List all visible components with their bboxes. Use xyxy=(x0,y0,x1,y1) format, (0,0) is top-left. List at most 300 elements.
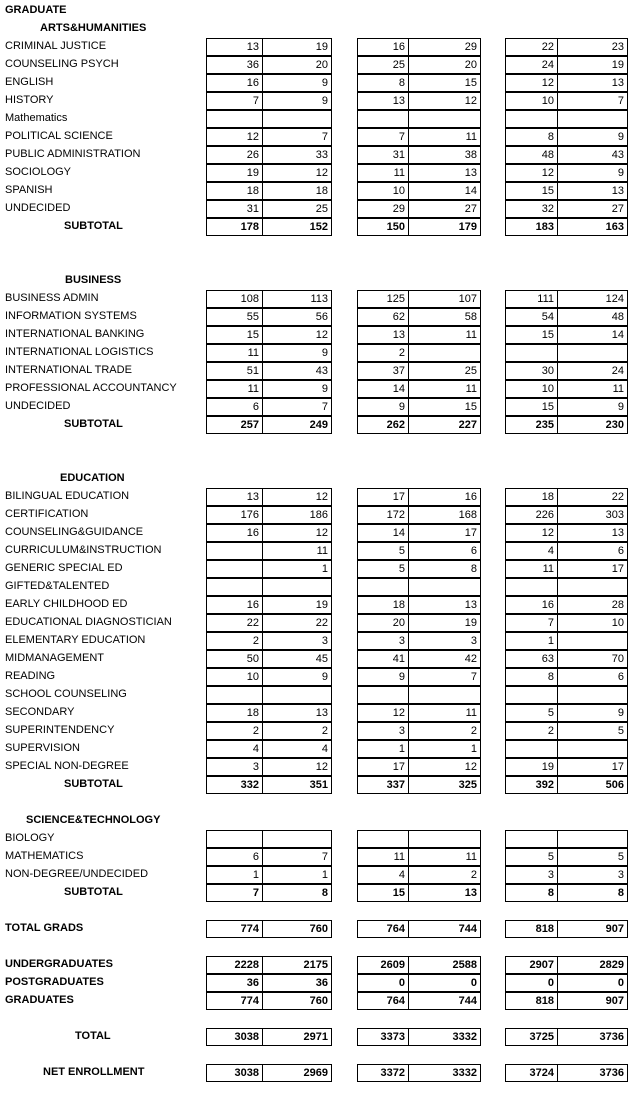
value-cell xyxy=(206,578,263,596)
value-cell: 11 xyxy=(357,848,409,866)
row-label: EARLY CHILDHOOD ED xyxy=(5,598,128,610)
value-cell: 2 xyxy=(408,722,481,740)
value-cell: 15 xyxy=(505,398,558,416)
value-cell: 2609 xyxy=(357,956,409,974)
value-cell: 12 xyxy=(408,758,481,776)
value-cell: 6 xyxy=(408,542,481,560)
value-cell: 13 xyxy=(357,326,409,344)
table-row xyxy=(0,308,637,326)
section-heading: EDUCATION xyxy=(60,472,125,484)
value-cell: 13 xyxy=(557,524,628,542)
value-cell: 19 xyxy=(408,614,481,632)
row-label: ELEMENTARY EDUCATION xyxy=(5,634,146,646)
value-cell: 125 xyxy=(357,290,409,308)
table-row xyxy=(0,524,637,542)
value-cell xyxy=(357,578,409,596)
table-row xyxy=(0,722,637,740)
value-cell: 14 xyxy=(557,326,628,344)
value-cell: 16 xyxy=(408,488,481,506)
value-cell: 43 xyxy=(557,146,628,164)
row-label: INTERNATIONAL LOGISTICS xyxy=(5,346,154,358)
value-cell: 50 xyxy=(206,650,263,668)
value-cell: 62 xyxy=(357,308,409,326)
value-cell: 10 xyxy=(206,668,263,686)
value-cell: 27 xyxy=(408,200,481,218)
value-cell: 226 xyxy=(505,506,558,524)
table-row xyxy=(0,866,637,884)
table-row xyxy=(0,200,637,218)
value-cell: 907 xyxy=(557,992,628,1010)
row-label: SUPERINTENDENCY xyxy=(5,724,115,736)
row-label: COUNSELING&GUIDANCE xyxy=(5,526,144,538)
value-cell: 0 xyxy=(505,974,558,992)
value-cell: 230 xyxy=(557,416,628,434)
value-cell: 3 xyxy=(206,758,263,776)
value-cell: 18 xyxy=(505,488,558,506)
row-label: BILINGUAL EDUCATION xyxy=(5,490,130,502)
value-cell: 10 xyxy=(557,614,628,632)
value-cell: 760 xyxy=(262,920,332,938)
table-row xyxy=(0,578,637,596)
value-cell: 26 xyxy=(206,146,263,164)
value-cell: 9 xyxy=(557,164,628,182)
value-cell: 9 xyxy=(262,92,332,110)
section-heading: BUSINESS xyxy=(65,274,122,286)
value-cell: 7 xyxy=(357,128,409,146)
row-label: Mathematics xyxy=(5,112,68,124)
value-cell: 183 xyxy=(505,218,558,236)
value-cell xyxy=(557,578,628,596)
value-cell xyxy=(505,110,558,128)
table-row xyxy=(0,758,637,776)
value-cell: 17 xyxy=(557,560,628,578)
value-cell: 13 xyxy=(206,38,263,56)
row-label: UNDECIDED xyxy=(5,400,71,412)
net-enrollment-row xyxy=(0,1064,637,1082)
value-cell: 36 xyxy=(206,56,263,74)
value-cell: 48 xyxy=(505,146,558,164)
table-row xyxy=(0,146,637,164)
value-cell: 13 xyxy=(357,92,409,110)
table-row xyxy=(0,650,637,668)
value-cell: 2 xyxy=(206,722,263,740)
row-label: POSTGRADUATES xyxy=(5,976,104,988)
value-cell: 12 xyxy=(206,128,263,146)
row-label: POLITICAL SCIENCE xyxy=(5,130,113,142)
table-row xyxy=(0,596,637,614)
value-cell: 11 xyxy=(408,704,481,722)
value-cell: 55 xyxy=(206,308,263,326)
value-cell: 5 xyxy=(357,542,409,560)
value-cell: 45 xyxy=(262,650,332,668)
row-label: INTERNATIONAL TRADE xyxy=(5,364,132,376)
value-cell xyxy=(262,830,332,848)
value-cell xyxy=(262,110,332,128)
value-cell: 907 xyxy=(557,920,628,938)
value-cell: 760 xyxy=(262,992,332,1010)
value-cell xyxy=(557,830,628,848)
value-cell: 8 xyxy=(505,884,558,902)
value-cell: 9 xyxy=(262,344,332,362)
value-cell: 764 xyxy=(357,920,409,938)
value-cell: 18 xyxy=(206,704,263,722)
value-cell: 14 xyxy=(408,182,481,200)
value-cell: 12 xyxy=(262,164,332,182)
value-cell: 1 xyxy=(262,866,332,884)
value-cell: 14 xyxy=(357,524,409,542)
value-cell: 54 xyxy=(505,308,558,326)
value-cell xyxy=(357,686,409,704)
value-cell: 3372 xyxy=(357,1064,409,1082)
value-cell: 152 xyxy=(262,218,332,236)
value-cell: 3 xyxy=(505,866,558,884)
value-cell: 7 xyxy=(206,92,263,110)
value-cell: 6 xyxy=(206,398,263,416)
page-title: GRADUATE xyxy=(5,4,67,16)
value-cell: 7 xyxy=(408,668,481,686)
value-cell: 37 xyxy=(357,362,409,380)
subtotal-row xyxy=(0,416,637,434)
value-cell: 163 xyxy=(557,218,628,236)
row-label: BIOLOGY xyxy=(5,832,55,844)
value-cell: 2175 xyxy=(262,956,332,974)
value-cell: 15 xyxy=(408,74,481,92)
value-cell: 12 xyxy=(408,92,481,110)
value-cell: 22 xyxy=(206,614,263,632)
value-cell: 24 xyxy=(557,362,628,380)
value-cell: 18 xyxy=(357,596,409,614)
value-cell: 13 xyxy=(557,182,628,200)
value-cell: 325 xyxy=(408,776,481,794)
table-row xyxy=(0,344,637,362)
table-row xyxy=(0,740,637,758)
value-cell: 108 xyxy=(206,290,263,308)
value-cell: 11 xyxy=(262,542,332,560)
value-cell: 19 xyxy=(557,56,628,74)
row-label: NON-DEGREE/UNDECIDED xyxy=(5,868,149,880)
value-cell xyxy=(505,830,558,848)
value-cell: 42 xyxy=(408,650,481,668)
value-cell: 15 xyxy=(357,884,409,902)
value-cell: 7 xyxy=(206,884,263,902)
row-label: SUPERVISION xyxy=(5,742,80,754)
value-cell: 4 xyxy=(262,740,332,758)
value-cell: 8 xyxy=(262,884,332,902)
value-cell: 10 xyxy=(505,92,558,110)
value-cell: 19 xyxy=(262,596,332,614)
table-row xyxy=(0,128,637,146)
value-cell: 3 xyxy=(262,632,332,650)
subtotal-row xyxy=(0,884,637,902)
value-cell: 3736 xyxy=(557,1028,628,1046)
value-cell: 2 xyxy=(262,722,332,740)
row-label: MIDMANAGEMENT xyxy=(5,652,104,664)
row-label: CERTIFICATION xyxy=(5,508,89,520)
value-cell: 172 xyxy=(357,506,409,524)
value-cell: 2 xyxy=(206,632,263,650)
value-cell: 12 xyxy=(262,488,332,506)
value-cell: 249 xyxy=(262,416,332,434)
value-cell: 25 xyxy=(357,56,409,74)
table-row xyxy=(0,326,637,344)
value-cell: 3 xyxy=(408,632,481,650)
value-cell: 36 xyxy=(206,974,263,992)
value-cell: 6 xyxy=(557,668,628,686)
value-cell: 25 xyxy=(408,362,481,380)
value-cell: 5 xyxy=(357,560,409,578)
value-cell: 337 xyxy=(357,776,409,794)
table-row xyxy=(0,56,637,74)
value-cell: 17 xyxy=(357,488,409,506)
value-cell: 12 xyxy=(262,524,332,542)
value-cell: 7 xyxy=(262,128,332,146)
row-label: TOTAL GRADS xyxy=(5,922,84,934)
table-row xyxy=(0,38,637,56)
value-cell: 4 xyxy=(206,740,263,758)
value-cell: 22 xyxy=(505,38,558,56)
value-cell: 11 xyxy=(408,848,481,866)
row-label: CRIMINAL JUSTICE xyxy=(5,40,107,52)
value-cell: 11 xyxy=(408,128,481,146)
value-cell: 12 xyxy=(357,704,409,722)
value-cell: 1 xyxy=(262,560,332,578)
row-label: SUBTOTAL xyxy=(64,778,123,790)
value-cell: 9 xyxy=(357,398,409,416)
value-cell: 3373 xyxy=(357,1028,409,1046)
value-cell xyxy=(505,686,558,704)
value-cell: 15 xyxy=(505,182,558,200)
table-row xyxy=(0,632,637,650)
value-cell: 351 xyxy=(262,776,332,794)
table-row xyxy=(0,164,637,182)
value-cell xyxy=(357,830,409,848)
value-cell: 3038 xyxy=(206,1028,263,1046)
total-row xyxy=(0,1028,637,1046)
value-cell: 17 xyxy=(557,758,628,776)
value-cell: 28 xyxy=(557,596,628,614)
value-cell: 3038 xyxy=(206,1064,263,1082)
value-cell: 12 xyxy=(262,326,332,344)
value-cell: 2 xyxy=(408,866,481,884)
value-cell: 13 xyxy=(206,488,263,506)
value-cell xyxy=(206,542,263,560)
value-cell xyxy=(206,560,263,578)
row-label: EDUCATIONAL DIAGNOSTICIAN xyxy=(5,616,172,628)
value-cell: 11 xyxy=(357,164,409,182)
value-cell: 176 xyxy=(206,506,263,524)
value-cell: 392 xyxy=(505,776,558,794)
value-cell: 7 xyxy=(262,848,332,866)
value-cell: 2228 xyxy=(206,956,263,974)
value-cell: 11 xyxy=(557,380,628,398)
value-cell: 17 xyxy=(408,524,481,542)
value-cell xyxy=(557,110,628,128)
value-cell: 18 xyxy=(262,182,332,200)
value-cell: 2588 xyxy=(408,956,481,974)
value-cell: 3725 xyxy=(505,1028,558,1046)
value-cell: 2907 xyxy=(505,956,558,974)
value-cell: 9 xyxy=(557,704,628,722)
value-cell: 16 xyxy=(206,596,263,614)
row-label: SPECIAL NON-DEGREE xyxy=(5,760,129,772)
value-cell: 5 xyxy=(505,704,558,722)
table-row xyxy=(0,848,637,866)
table-row xyxy=(0,686,637,704)
value-cell: 41 xyxy=(357,650,409,668)
value-cell: 0 xyxy=(357,974,409,992)
value-cell: 113 xyxy=(262,290,332,308)
value-cell: 186 xyxy=(262,506,332,524)
row-label: ENGLISH xyxy=(5,76,54,88)
value-cell: 11 xyxy=(206,380,263,398)
table-row xyxy=(0,560,637,578)
value-cell: 36 xyxy=(262,974,332,992)
value-cell: 31 xyxy=(357,146,409,164)
value-cell: 179 xyxy=(408,218,481,236)
value-cell: 5 xyxy=(557,848,628,866)
value-cell: 7 xyxy=(557,92,628,110)
value-cell: 58 xyxy=(408,308,481,326)
value-cell: 6 xyxy=(206,848,263,866)
value-cell: 5 xyxy=(557,722,628,740)
table-row xyxy=(0,380,637,398)
value-cell: 22 xyxy=(262,614,332,632)
table-row xyxy=(0,92,637,110)
value-cell xyxy=(505,344,558,362)
value-cell: 51 xyxy=(206,362,263,380)
row-label: COUNSELING PSYCH xyxy=(5,58,119,70)
value-cell: 25 xyxy=(262,200,332,218)
value-cell xyxy=(557,740,628,758)
table-row xyxy=(0,110,637,128)
value-cell xyxy=(357,110,409,128)
row-label: UNDECIDED xyxy=(5,202,71,214)
row-label: GRADUATES xyxy=(5,994,74,1006)
value-cell: 14 xyxy=(357,380,409,398)
value-cell: 111 xyxy=(505,290,558,308)
value-cell xyxy=(408,830,481,848)
value-cell: 30 xyxy=(505,362,558,380)
value-cell: 13 xyxy=(408,164,481,182)
value-cell: 8 xyxy=(505,668,558,686)
row-label: PROFESSIONAL ACCOUNTANCY xyxy=(5,382,177,394)
row-label: SUBTOTAL xyxy=(64,886,123,898)
value-cell: 3736 xyxy=(557,1064,628,1082)
row-label: SOCIOLOGY xyxy=(5,166,72,178)
value-cell: 9 xyxy=(357,668,409,686)
value-cell: 13 xyxy=(262,704,332,722)
value-cell: 31 xyxy=(206,200,263,218)
value-cell: 7 xyxy=(505,614,558,632)
value-cell: 3 xyxy=(557,866,628,884)
value-cell: 8 xyxy=(557,884,628,902)
value-cell: 744 xyxy=(408,992,481,1010)
row-label: INTERNATIONAL BANKING xyxy=(5,328,145,340)
value-cell xyxy=(408,344,481,362)
value-cell: 8 xyxy=(357,74,409,92)
row-label: INFORMATION SYSTEMS xyxy=(5,310,137,322)
value-cell: 9 xyxy=(557,398,628,416)
value-cell: 24 xyxy=(505,56,558,74)
value-cell: 178 xyxy=(206,218,263,236)
value-cell: 1 xyxy=(408,740,481,758)
table-row xyxy=(0,362,637,380)
row-label: SCHOOL COUNSELING xyxy=(5,688,127,700)
value-cell: 12 xyxy=(505,74,558,92)
value-cell: 20 xyxy=(262,56,332,74)
row-label: SECONDARY xyxy=(5,706,75,718)
row-label: PUBLIC ADMINISTRATION xyxy=(5,148,141,160)
value-cell: 43 xyxy=(262,362,332,380)
value-cell: 2829 xyxy=(557,956,628,974)
value-cell xyxy=(206,830,263,848)
row-label: CURRICULUM&INSTRUCTION xyxy=(5,544,162,556)
value-cell: 22 xyxy=(557,488,628,506)
table-row xyxy=(0,182,637,200)
value-cell: 0 xyxy=(557,974,628,992)
value-cell: 20 xyxy=(408,56,481,74)
value-cell: 9 xyxy=(557,128,628,146)
value-cell: 29 xyxy=(408,38,481,56)
value-cell: 3 xyxy=(357,722,409,740)
value-cell: 1 xyxy=(206,866,263,884)
value-cell: 16 xyxy=(357,38,409,56)
subtotal-row xyxy=(0,776,637,794)
value-cell: 70 xyxy=(557,650,628,668)
value-cell: 506 xyxy=(557,776,628,794)
section-heading: SCIENCE&TECHNOLOGY xyxy=(26,814,161,826)
value-cell xyxy=(557,686,628,704)
value-cell: 774 xyxy=(206,920,263,938)
value-cell: 13 xyxy=(557,74,628,92)
value-cell: 56 xyxy=(262,308,332,326)
value-cell: 3724 xyxy=(505,1064,558,1082)
summary-row xyxy=(0,956,637,974)
value-cell: 13 xyxy=(408,596,481,614)
value-cell: 19 xyxy=(262,38,332,56)
value-cell: 29 xyxy=(357,200,409,218)
value-cell: 5 xyxy=(505,848,558,866)
value-cell: 17 xyxy=(357,758,409,776)
value-cell xyxy=(262,578,332,596)
value-cell: 19 xyxy=(505,758,558,776)
value-cell: 27 xyxy=(557,200,628,218)
value-cell: 12 xyxy=(262,758,332,776)
value-cell: 7 xyxy=(262,398,332,416)
table-row xyxy=(0,74,637,92)
value-cell: 257 xyxy=(206,416,263,434)
value-cell: 2 xyxy=(357,344,409,362)
row-label: SUBTOTAL xyxy=(64,418,123,430)
row-label: GIFTED&TALENTED xyxy=(5,580,110,592)
value-cell: 1 xyxy=(505,632,558,650)
value-cell xyxy=(408,686,481,704)
table-row xyxy=(0,488,637,506)
value-cell: 0 xyxy=(408,974,481,992)
value-cell: 15 xyxy=(206,326,263,344)
value-cell xyxy=(557,344,628,362)
value-cell: 818 xyxy=(505,920,558,938)
value-cell: 303 xyxy=(557,506,628,524)
value-cell: 11 xyxy=(408,380,481,398)
value-cell: 8 xyxy=(505,128,558,146)
table-row xyxy=(0,290,637,308)
value-cell: 11 xyxy=(408,326,481,344)
row-label: TOTAL xyxy=(75,1030,111,1042)
value-cell: 32 xyxy=(505,200,558,218)
value-cell: 332 xyxy=(206,776,263,794)
value-cell: 9 xyxy=(262,74,332,92)
